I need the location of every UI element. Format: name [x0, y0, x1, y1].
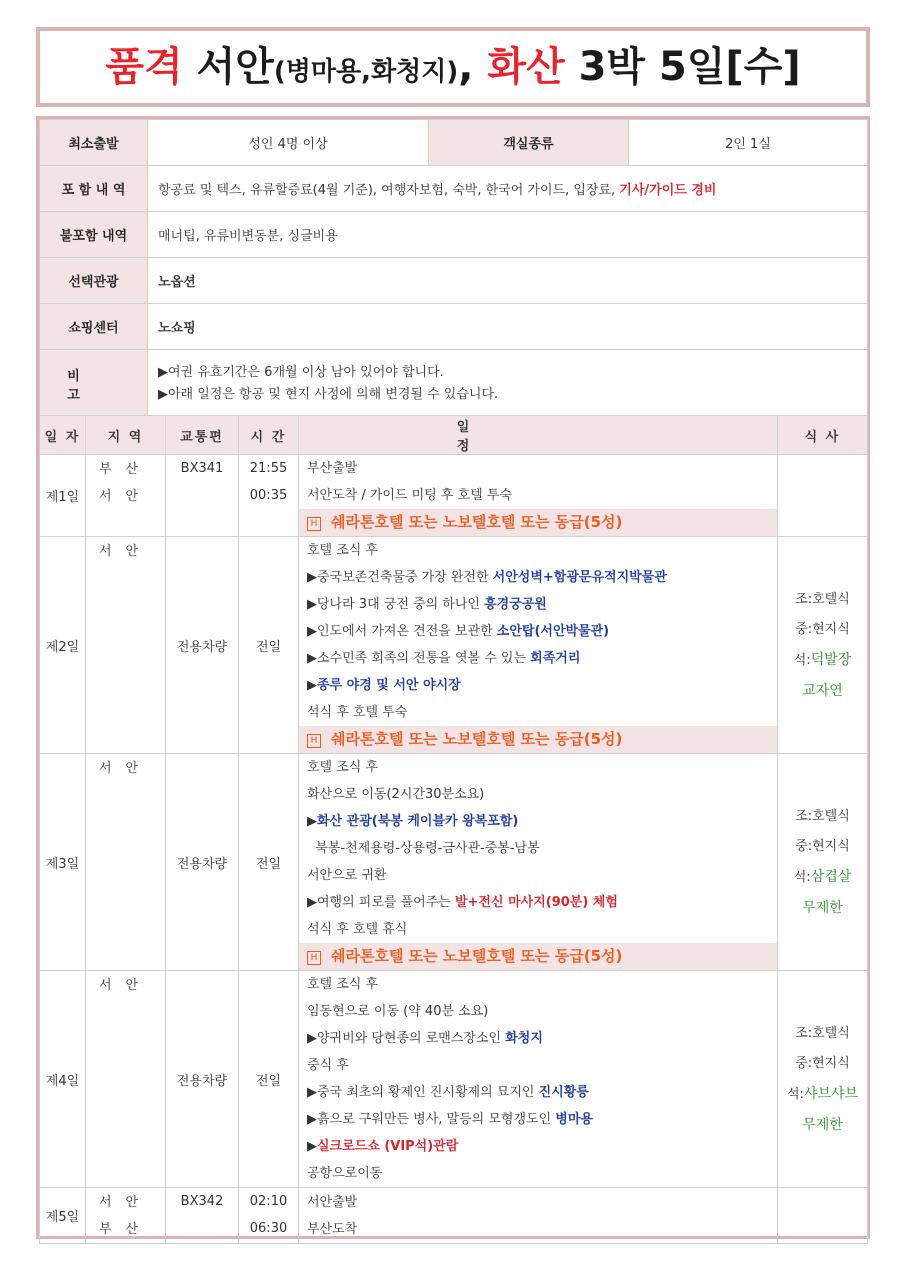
day-1-label: 제1일	[40, 455, 86, 537]
info-row-departure	[40, 120, 868, 166]
title-box	[36, 27, 870, 107]
day-2-line-6	[299, 672, 777, 699]
day-3-time: 전일	[239, 754, 299, 971]
title-part-4: ,	[458, 44, 474, 90]
day-3-meal-4: 무제한	[802, 899, 843, 916]
day-4-line-3-text: ▶양귀비와 당현종의 로맨스장소인	[307, 1031, 506, 1046]
day-3-region: 서안	[86, 754, 166, 971]
page-title	[40, 45, 866, 94]
remarks-label: 비 고	[40, 350, 148, 419]
day-2-line-1: 호텔 조식 후	[307, 543, 379, 558]
day-3-line-6-highlight: 발+전신 마사지(90분) 체험	[454, 895, 618, 910]
hotel-icon: H	[307, 517, 321, 531]
day-4-meal-3-value: 샤브샤브	[803, 1085, 859, 1102]
day-3-meal-3-value: 삼겹살	[810, 868, 852, 885]
remarks-cell	[148, 350, 868, 419]
day-4-meal-4: 무제한	[802, 1116, 843, 1133]
schedule-header	[40, 416, 868, 455]
title-part-2: 서안	[196, 44, 274, 90]
excluded-value: 매너팁, 유류비변동분, 싱글비용	[148, 212, 868, 258]
room-type-value: 2인 1실	[629, 120, 868, 166]
day-4-line-7-text: ▶	[307, 1139, 317, 1154]
day-3-row	[40, 754, 868, 971]
day-4-line-7-highlight: 실크로드쇼 (VIP석)관람	[317, 1139, 459, 1154]
day-5-time-1: 02:10	[249, 1194, 288, 1209]
shopping-value: 노쇼핑	[148, 304, 868, 350]
hotel-text: 쉐라톤호텔 또는 노보텔호텔 또는 동급(5성)	[331, 947, 623, 965]
header-time: 시 간	[239, 416, 299, 455]
day-3-hotel	[299, 943, 777, 970]
day-2-line-3-highlight: 흥경궁공원	[484, 597, 547, 612]
day-1-region	[86, 455, 166, 537]
day-3-line-7: 석식 후 호텔 휴식	[307, 922, 408, 937]
info-row-remarks	[40, 350, 868, 419]
day-1-line-1: 부산출발	[307, 461, 358, 476]
title-part-6: 3박 5일[수]	[578, 44, 801, 90]
day-5-time	[239, 1188, 299, 1244]
day-4-meal-3	[778, 1079, 867, 1110]
day-1-line-2: 서안도착 / 가이드 미팅 후 호텔 투숙	[307, 488, 512, 503]
day-4-meals	[778, 971, 868, 1188]
title-part-1: 품격	[105, 44, 183, 90]
day-3-line-5: 서안으로 귀환	[307, 868, 387, 883]
header-schedule: 일 정	[299, 416, 778, 455]
day-2-line-5	[299, 645, 777, 672]
day-4-region: 서안	[86, 971, 166, 1188]
day-5-label: 제5일	[40, 1188, 86, 1244]
hotel-icon: H	[307, 951, 321, 965]
day-4-line-2: 임동현으로 이동 (약 40분 소요)	[307, 1004, 489, 1019]
day-5-schedule	[299, 1188, 778, 1244]
day-4-schedule	[299, 971, 778, 1188]
day-2-meal-3	[778, 645, 867, 676]
day-3-line-3	[299, 808, 777, 835]
day-2-line-3-text: ▶당나라 3대 궁전 중의 하나인	[307, 597, 485, 612]
header-transport: 교통편	[166, 416, 239, 455]
remark-1: ▶여권 유효기간은 6개월 이상 남아 있어야 합니다.	[158, 365, 444, 380]
day-1-time-2: 00:35	[249, 488, 288, 503]
day-1-region-2: 서안	[98, 489, 153, 504]
info-row-included	[40, 166, 868, 212]
info-row-options	[40, 258, 868, 304]
day-3-line-4: 북봉-천제용령-상용령-금사관-중봉-남봉	[307, 841, 540, 856]
header-day: 일 자	[40, 416, 86, 455]
day-3-meal-2: 중:현지식	[795, 838, 850, 854]
day-1-schedule	[299, 455, 778, 537]
day-2-meals	[778, 537, 868, 754]
day-4-meal-3-prefix: 석:	[786, 1086, 804, 1102]
day-1-transport: BX341	[166, 455, 239, 537]
title-part-5: 화산	[487, 44, 565, 90]
day-3-meal-3-prefix: 석:	[793, 869, 811, 885]
day-4-meal-2: 중:현지식	[795, 1055, 850, 1071]
shopping-label: 쇼핑센터	[40, 304, 148, 350]
day-5-region	[86, 1188, 166, 1244]
day-1-hotel	[299, 509, 777, 536]
day-4-meal-1: 조:호텔식	[795, 1025, 850, 1041]
day-4-line-3	[299, 1025, 777, 1052]
day-3-schedule	[299, 754, 778, 971]
day-2-line-2-highlight: 서안성벽+함광문유적지박물관	[492, 570, 667, 585]
included-value: 항공료 및 텍스, 유류할증료(4월 기준), 여행자보험, 숙박, 한국어 가이드, 입장료,	[158, 183, 620, 198]
included-highlight: 기사/가이드 경비	[619, 183, 717, 198]
day-3-line-3-highlight: 화산 관광(북봉 케이블카 왕복포함)	[317, 814, 519, 829]
day-4-line-5-highlight: 진시황릉	[538, 1085, 589, 1100]
excluded-label: 불포함 내역	[40, 212, 148, 258]
day-5-region-1: 서안	[98, 1195, 153, 1210]
hotel-text: 쉐라톤호텔 또는 노보텔호텔 또는 동급(5성)	[331, 730, 623, 748]
info-row-shopping	[40, 304, 868, 350]
title-part-3: (병마용,화청지)	[273, 57, 459, 87]
day-4-label: 제4일	[40, 971, 86, 1188]
day-3-meal-3	[778, 862, 867, 893]
hotel-icon: H	[307, 734, 321, 748]
hotel-text: 쉐라톤호텔 또는 노보텔호텔 또는 동급(5성)	[331, 513, 623, 531]
included-label: 포 함 내 역	[40, 166, 148, 212]
day-4-line-6-text: ▶흙으로 구워만든 병사, 말등의 모형갱도인	[307, 1112, 556, 1127]
day-2-line-5-highlight: 회족거리	[530, 651, 581, 666]
day-4-row	[40, 971, 868, 1188]
day-1-time-1: 21:55	[249, 461, 288, 476]
day-2-time: 전일	[239, 537, 299, 754]
day-4-line-3-highlight: 화청지	[505, 1031, 543, 1046]
day-2-line-6-text: ▶	[307, 678, 317, 693]
day-2-line-6-highlight: 종루 야경 및 서안 야시장	[317, 678, 461, 693]
day-5-line-1: 서안출발	[307, 1194, 358, 1210]
options-value: 노옵션	[148, 258, 868, 304]
info-row-excluded	[40, 212, 868, 258]
day-2-meal-3-prefix: 석:	[793, 652, 811, 668]
schedule-table	[39, 415, 868, 1244]
day-5-time-2: 06:30	[249, 1221, 288, 1236]
day-3-line-3-text: ▶	[307, 814, 317, 829]
day-4-time: 전일	[239, 971, 299, 1188]
room-type-label: 객실종류	[429, 120, 629, 166]
day-4-line-5	[299, 1079, 777, 1106]
day-4-line-7	[299, 1133, 777, 1160]
day-3-line-1: 호텔 조식 후	[307, 760, 379, 775]
day-4-line-6	[299, 1106, 777, 1133]
day-3-line-6	[299, 889, 777, 916]
day-5-meals	[778, 1188, 868, 1244]
day-2-line-2-text: ▶중국보존건축물중 가장 완전한	[307, 570, 493, 585]
day-2-line-4-highlight: 소안탑(서안박물관)	[496, 624, 610, 639]
day-2-meal-4: 교자연	[802, 682, 843, 699]
day-4-line-4: 중식 후	[307, 1058, 349, 1073]
day-2-line-4	[299, 618, 777, 645]
min-departure-value: 성인 4명 이상	[148, 120, 429, 166]
options-label: 선택관광	[40, 258, 148, 304]
day-2-line-3	[299, 591, 777, 618]
min-departure-label: 최소출발	[40, 120, 148, 166]
day-2-transport: 전용차량	[166, 537, 239, 754]
day-2-meal-3-value: 덕발장	[810, 651, 852, 668]
day-2-line-2	[299, 564, 777, 591]
day-3-line-6-text: ▶여행의 피로를 풀어주는	[307, 895, 455, 910]
day-1-region-1: 부산	[98, 462, 153, 477]
day-4-line-8: 공항으로이동	[307, 1166, 383, 1181]
day-5-row	[40, 1188, 868, 1244]
day-3-transport: 전용차량	[166, 754, 239, 971]
info-table	[39, 119, 868, 419]
day-3-line-2: 화산으로 이동(2시간30분소요)	[307, 787, 485, 802]
day-3-meals	[778, 754, 868, 971]
day-2-schedule	[299, 537, 778, 754]
included-cell	[148, 166, 868, 212]
day-5-region-2: 부산	[98, 1222, 153, 1237]
day-1-row	[40, 455, 868, 537]
header-meals: 식 사	[778, 416, 868, 455]
header-region: 지 역	[86, 416, 166, 455]
day-3-label: 제3일	[40, 754, 86, 971]
day-2-meal-2: 중:현지식	[795, 621, 850, 637]
day-4-line-5-text: ▶중국 최초의 황제인 진시황제의 묘지인	[307, 1085, 539, 1100]
day-2-label: 제2일	[40, 537, 86, 754]
day-5-transport: BX342	[166, 1188, 239, 1244]
day-2-line-7: 석식 후 호텔 투숙	[307, 705, 408, 720]
day-2-meal-1: 조:호텔식	[795, 591, 850, 607]
day-4-line-6-highlight: 병마용	[555, 1112, 593, 1127]
day-2-region: 서안	[86, 537, 166, 754]
day-2-line-5-text: ▶소수민족 회족의 전통을 엿볼 수 있는	[307, 651, 531, 666]
day-1-time	[239, 455, 299, 537]
remark-2: ▶아래 일정은 항공 및 현지 사정에 의해 변경될 수 있습니다.	[158, 387, 499, 402]
day-2-row	[40, 537, 868, 754]
day-5-line-2: 부산도착	[307, 1221, 358, 1237]
day-3-meal-1: 조:호텔식	[795, 808, 850, 824]
day-2-hotel	[299, 726, 777, 753]
day-4-transport: 전용차량	[166, 971, 239, 1188]
day-4-line-1: 호텔 조식 후	[307, 977, 379, 992]
day-1-meals	[778, 455, 868, 537]
day-2-line-4-text: ▶인도에서 가져온 견전을 보관한	[307, 624, 497, 639]
